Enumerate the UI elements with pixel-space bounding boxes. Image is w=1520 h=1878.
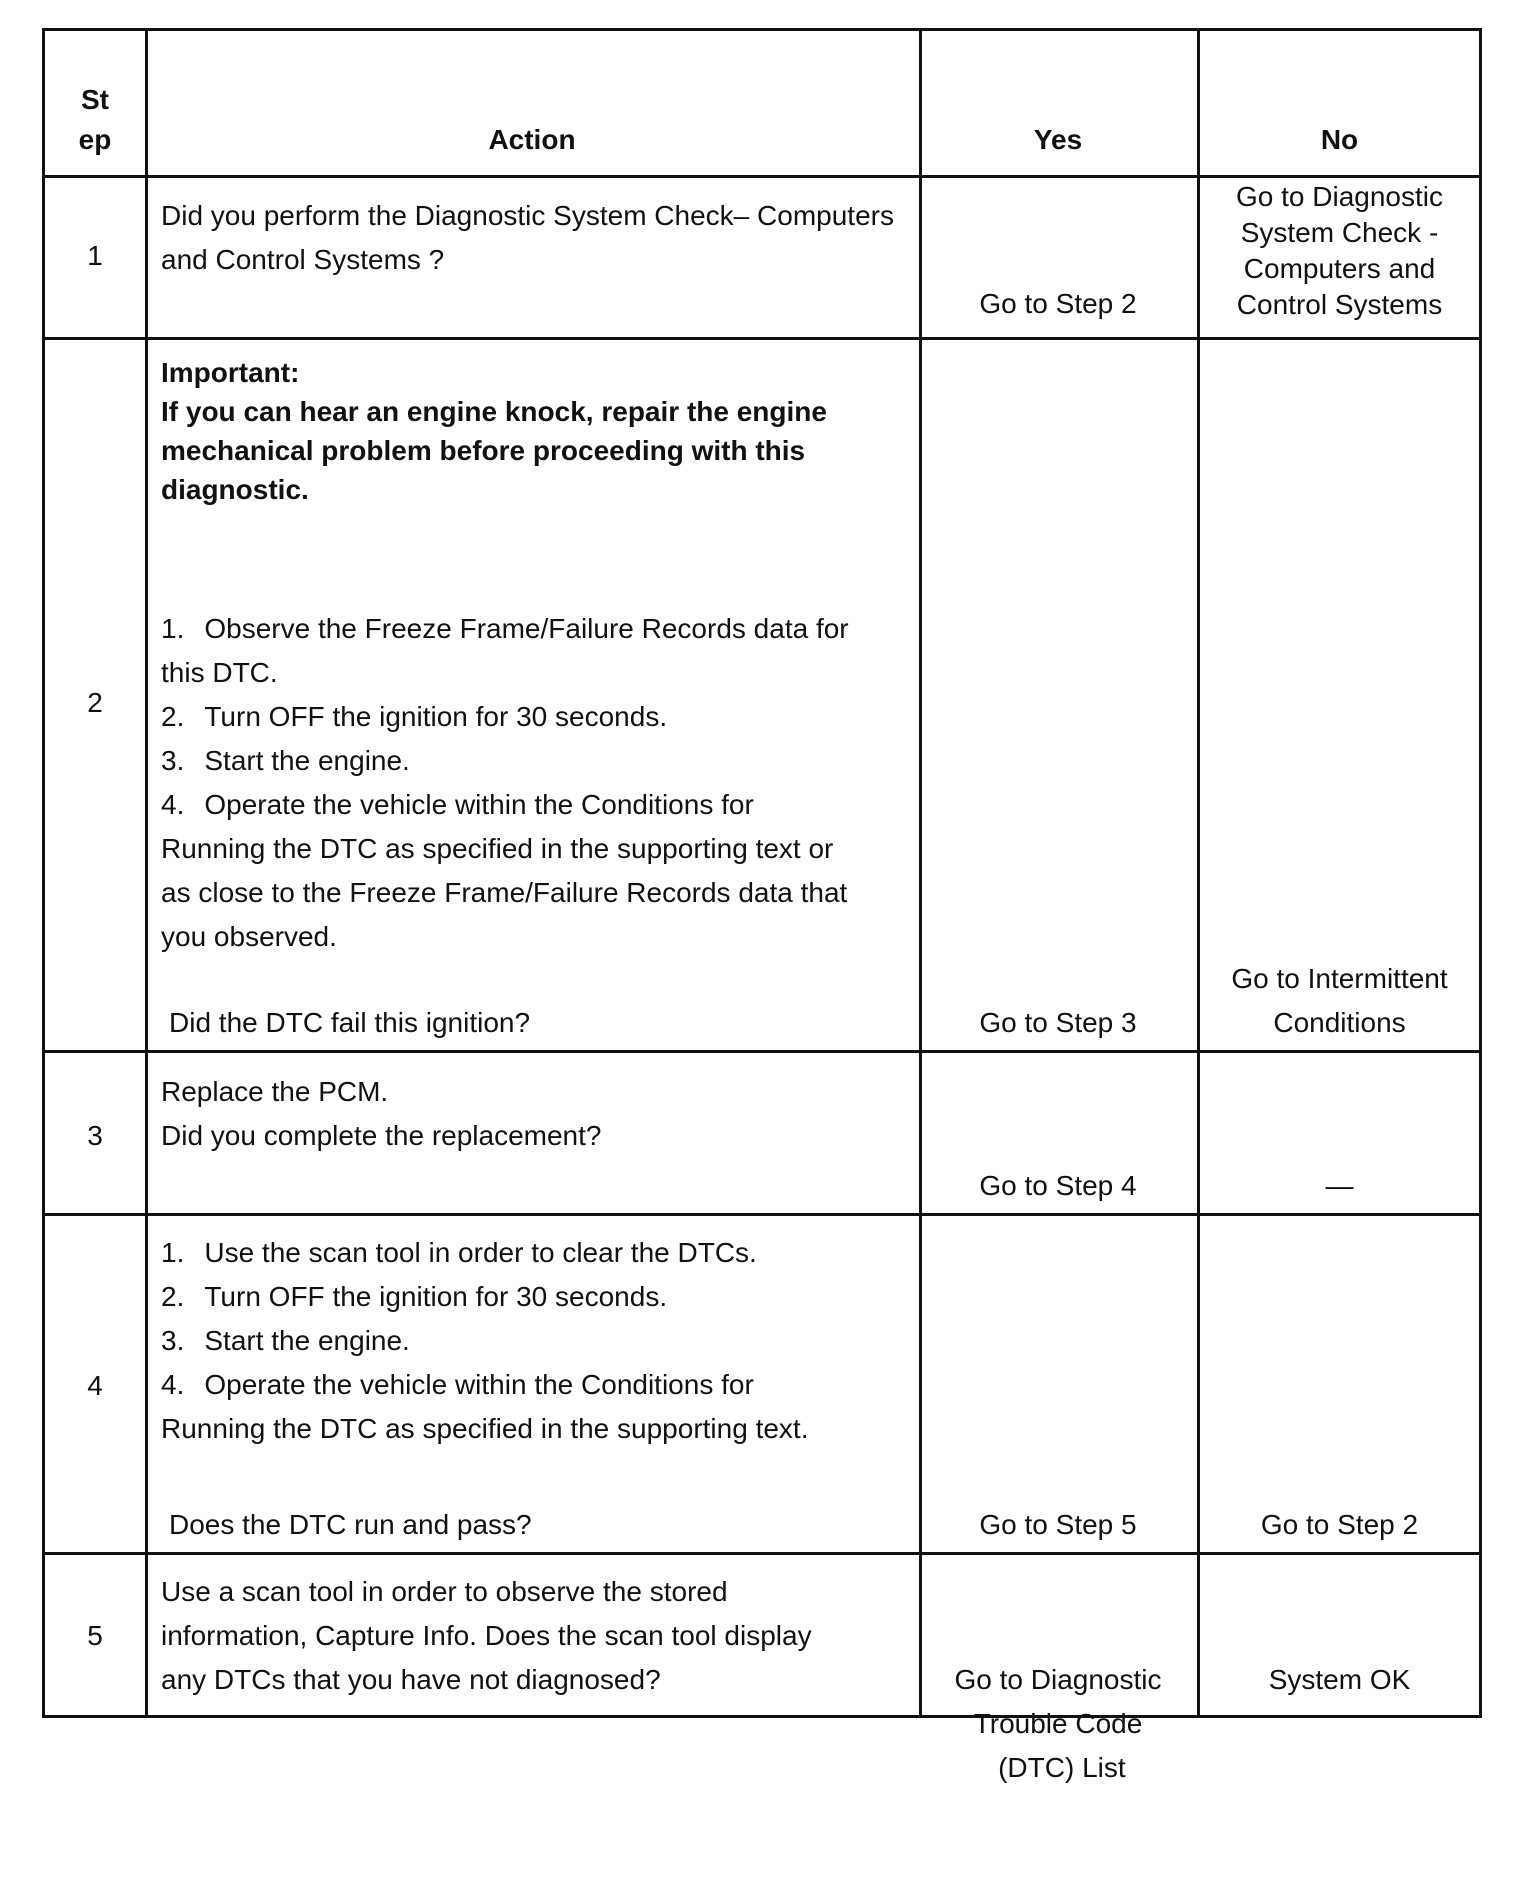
action-cell: Did you perform the Diagnostic System Check– Computers and Control Systems ? xyxy=(161,200,894,275)
row-divider xyxy=(45,1050,1479,1053)
list-item: 2. Turn OFF the ignition for 30 seconds. xyxy=(161,701,668,732)
no-cell: Go to Step 2 xyxy=(1260,1509,1419,1540)
yes-cell: Go to Diagnostic Trouble Code (DTC) List xyxy=(954,1664,1162,1783)
step-number: 2 xyxy=(87,687,103,718)
list-item: 3. Start the engine. xyxy=(161,745,410,776)
no-cell: — xyxy=(1325,1170,1354,1201)
step-number: 1 xyxy=(87,240,103,271)
list-item-continuation: this DTC. xyxy=(161,657,278,688)
row-divider xyxy=(45,337,1479,340)
yes-cell: Go to Step 5 xyxy=(979,1509,1137,1540)
row-divider xyxy=(45,1552,1479,1555)
header-step: St ep xyxy=(78,84,112,155)
header-action: Action xyxy=(488,124,576,155)
no-cell: Go to Diagnostic System Check - Computers and Control Systems xyxy=(1236,181,1443,320)
list-item: 2. Turn OFF the ignition for 30 seconds. xyxy=(161,1281,668,1312)
numbered-list xyxy=(161,607,849,959)
question-text: Does the DTC run and pass? xyxy=(169,1509,532,1540)
list-item: 3. Start the engine. xyxy=(161,1325,410,1356)
step-number: 3 xyxy=(87,1120,103,1151)
list-item-continuation: Running the DTC as specified in the supporting text or xyxy=(161,833,834,864)
numbered-list xyxy=(161,1231,808,1451)
action-cell: Use a scan tool in order to observe the stored information, Capture Info. Does the scan tool display any DTCs that you have not diagnosed? xyxy=(161,1576,812,1695)
row-divider xyxy=(45,1213,1479,1216)
list-item: 4. Operate the vehicle within the Conditions for xyxy=(161,1369,754,1400)
list-item-continuation: Running the DTC as specified in the supporting text. xyxy=(161,1413,809,1444)
yes-cell: Go to Step 3 xyxy=(979,1007,1137,1038)
step-number: 4 xyxy=(87,1370,103,1401)
row-divider xyxy=(45,175,1479,178)
list-item: 1. Use the scan tool in order to clear the DTCs. xyxy=(161,1237,757,1268)
yes-cell: Go to Step 2 xyxy=(979,288,1137,319)
list-item-continuation: as close to the Freeze Frame/Failure Records data that xyxy=(161,877,848,908)
important-note: Important: If you can hear an engine knock, repair the engine mechanical problem before proceeding with this diagnostic. xyxy=(161,357,827,505)
header-yes: Yes xyxy=(1033,124,1083,155)
no-cell: System OK xyxy=(1268,1664,1411,1695)
yes-cell: Go to Step 4 xyxy=(979,1170,1137,1201)
no-cell: Go to Intermittent Conditions xyxy=(1231,963,1448,1038)
header-no: No xyxy=(1320,124,1359,155)
list-item-continuation: you observed. xyxy=(161,921,337,952)
diagnostic-table xyxy=(42,28,1482,1783)
list-item: 4. Operate the vehicle within the Conditions for xyxy=(161,789,754,820)
question-text: Did the DTC fail this ignition? xyxy=(169,1007,531,1038)
column-divider xyxy=(145,31,148,1715)
action-cell: Replace the PCM. Did you complete the replacement? xyxy=(161,1076,602,1151)
step-number: 5 xyxy=(87,1620,103,1651)
list-item: 1. Observe the Freeze Frame/Failure Records data for xyxy=(161,613,849,644)
